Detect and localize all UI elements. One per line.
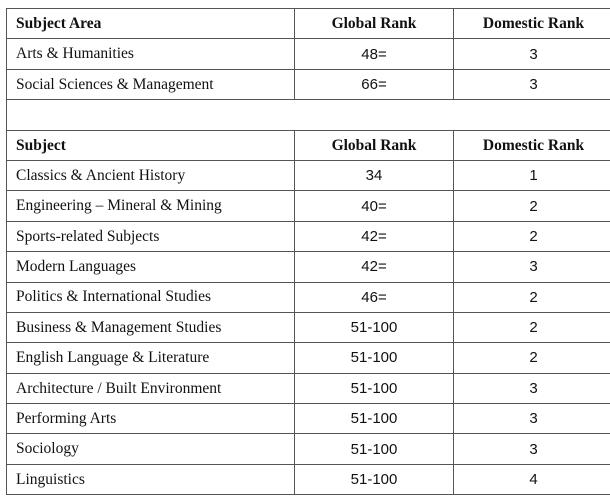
header-subject-area: Subject Area — [7, 9, 295, 39]
header-global-rank: Global Rank — [295, 130, 454, 160]
subject-header-row — [7, 130, 610, 160]
area-name: Social Sciences & Management — [7, 69, 295, 99]
subject-global-rank: 51-100 — [295, 343, 454, 373]
subject-name: Modern Languages — [7, 252, 295, 282]
subject-area-header-row — [7, 9, 610, 39]
subject-global-rank: 51-100 — [295, 373, 454, 403]
subject-row — [7, 312, 610, 342]
subject-domestic-rank: 2 — [454, 312, 610, 342]
subject-global-rank: 51-100 — [295, 312, 454, 342]
subject-name: Linguistics — [7, 464, 295, 494]
area-domestic-rank: 3 — [454, 39, 610, 69]
area-row — [7, 39, 610, 69]
header-subject: Subject — [7, 130, 295, 160]
subject-domestic-rank: 2 — [454, 221, 610, 251]
subject-row — [7, 282, 610, 312]
subject-domestic-rank: 4 — [454, 464, 610, 494]
area-global-rank: 66= — [295, 69, 454, 99]
header-domestic-rank: Domestic Rank — [454, 130, 610, 160]
subject-global-rank: 34 — [295, 160, 454, 190]
rankings-table-container — [6, 8, 603, 495]
subject-row — [7, 434, 610, 464]
subject-row — [7, 464, 610, 494]
subject-domestic-rank: 2 — [454, 191, 610, 221]
subject-name: Sports-related Subjects — [7, 221, 295, 251]
subject-name: Performing Arts — [7, 404, 295, 434]
subject-global-rank: 40= — [295, 191, 454, 221]
area-global-rank: 48= — [295, 39, 454, 69]
header-global-rank: Global Rank — [295, 9, 454, 39]
subject-domestic-rank: 1 — [454, 160, 610, 190]
subject-domestic-rank: 2 — [454, 282, 610, 312]
subject-name: Politics & International Studies — [7, 282, 295, 312]
subject-name: Engineering – Mineral & Mining — [7, 191, 295, 221]
area-name: Arts & Humanities — [7, 39, 295, 69]
spacer-cell — [7, 100, 610, 130]
subject-global-rank: 46= — [295, 282, 454, 312]
subject-row — [7, 343, 610, 373]
subject-row — [7, 404, 610, 434]
subject-row — [7, 221, 610, 251]
subject-name: Sociology — [7, 434, 295, 464]
subject-global-rank: 51-100 — [295, 464, 454, 494]
subject-name: Architecture / Built Environment — [7, 373, 295, 403]
subject-global-rank: 51-100 — [295, 404, 454, 434]
area-row — [7, 69, 610, 99]
subject-row — [7, 252, 610, 282]
subject-name: Classics & Ancient History — [7, 160, 295, 190]
subject-global-rank: 51-100 — [295, 434, 454, 464]
subject-domestic-rank: 3 — [454, 404, 610, 434]
subject-row — [7, 373, 610, 403]
subject-global-rank: 42= — [295, 221, 454, 251]
subject-domestic-rank: 3 — [454, 373, 610, 403]
rankings-table — [6, 8, 610, 495]
spacer-row — [7, 100, 610, 130]
subject-row — [7, 160, 610, 190]
subject-domestic-rank: 2 — [454, 343, 610, 373]
area-domestic-rank: 3 — [454, 69, 610, 99]
header-domestic-rank: Domestic Rank — [454, 9, 610, 39]
subject-name: English Language & Literature — [7, 343, 295, 373]
subject-name: Business & Management Studies — [7, 312, 295, 342]
subject-domestic-rank: 3 — [454, 434, 610, 464]
subject-global-rank: 42= — [295, 252, 454, 282]
subject-domestic-rank: 3 — [454, 252, 610, 282]
subject-row — [7, 191, 610, 221]
